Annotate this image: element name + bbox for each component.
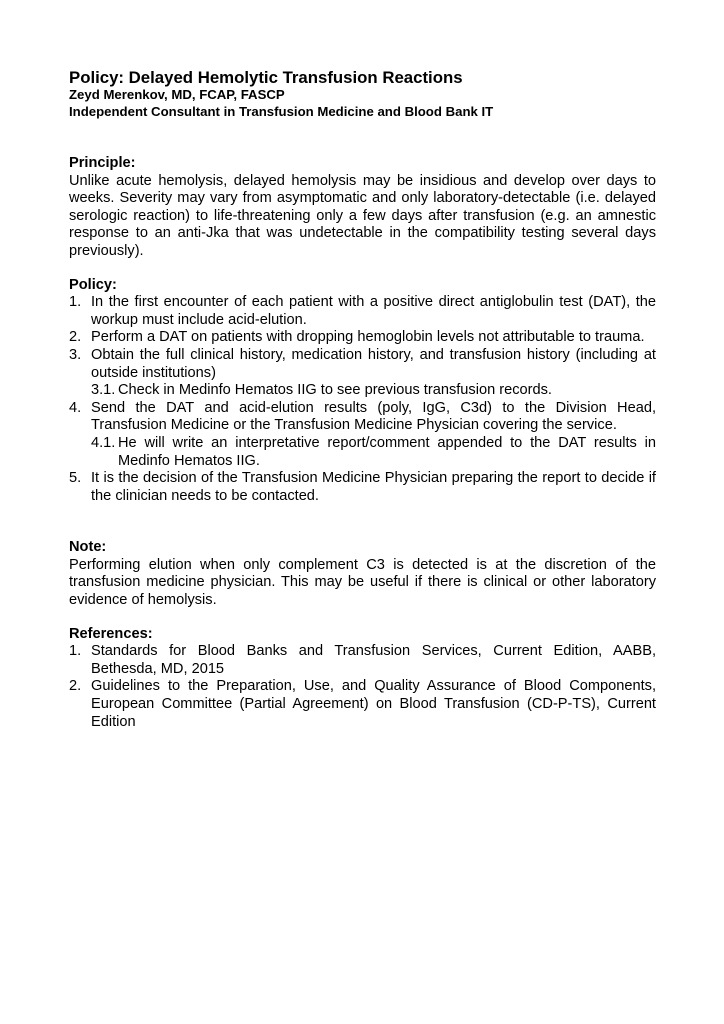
- policy-item-number: 5.: [69, 470, 82, 487]
- principle-text: Unlike acute hemolysis, delayed hemolysis may be insidious and develop over days to weeks. Severity may vary from asymptomatic and only laboratory-detectable (i.e. delayed serologic reaction) to life-threatening only a few days after transfusion (e.g. an amnestic response to an anti-Jka that was undetectable in the compatibility testing several days previously).: [69, 172, 656, 259]
- policy-list: [69, 294, 656, 505]
- note-text: Performing elution when only complement C3 is detected is at the discretion of the transfusion medicine physician. This may be useful if there is clinical or other laboratory evidence of hemolysis.: [69, 556, 656, 609]
- policy-item-number: 3.: [69, 346, 82, 363]
- references-heading: References:: [69, 625, 153, 642]
- policy-item-text: It is the decision of the Transfusion Medicine Physician preparing the report to decide if the clinician needs to be contacted.: [91, 470, 656, 504]
- policy-item: [69, 347, 656, 400]
- reference-item: [69, 643, 656, 678]
- reference-item: [69, 678, 656, 731]
- policy-item: [69, 329, 656, 347]
- policy-heading: Policy:: [69, 276, 117, 293]
- policy-sublist: [91, 382, 656, 400]
- document-title: Policy: Delayed Hemolytic Transfusion Reactions: [69, 68, 463, 87]
- policy-subitem-number: 3.1.: [91, 382, 116, 399]
- policy-item-number: 4.: [69, 399, 82, 416]
- policy-subitem-text: Check in Medinfo Hematos IIG to see previous transfusion records.: [118, 382, 552, 399]
- policy-item-text: In the first encounter of each patient with a positive direct antiglobulin test (DAT), the workup must include acid-elution.: [91, 294, 656, 328]
- policy-item: [69, 294, 656, 329]
- policy-document: [69, 68, 656, 731]
- author-affiliation: Independent Consultant in Transfusion Medicine and Blood Bank IT: [69, 103, 494, 119]
- policy-item-text: Send the DAT and acid-elution results (poly, IgG, C3d) to the Division Head, Transfusion Medicine or the Transfusion Medicine Physician covering the service.: [91, 399, 656, 434]
- policy-item-number: 1.: [69, 294, 82, 311]
- reference-number: 2.: [69, 678, 82, 695]
- policy-subitem-number: 4.1.: [91, 434, 116, 451]
- references-list: [69, 643, 656, 731]
- policy-sublist: [91, 435, 656, 470]
- policy-subitem: [91, 435, 656, 470]
- principle-heading: Principle:: [69, 155, 136, 171]
- policy-item: [69, 400, 656, 470]
- note-heading: Note:: [69, 539, 107, 556]
- author-name: Zeyd Merenkov, MD, FCAP, FASCP: [69, 87, 285, 102]
- policy-subitem: [91, 382, 656, 400]
- policy-subitem-text: He will write an interpretative report/comment appended to the DAT results in Medinfo Hematos IIG.: [118, 434, 656, 469]
- reference-number: 1.: [69, 643, 82, 660]
- reference-text: Guidelines to the Preparation, Use, and Quality Assurance of Blood Components, European Committee (Partial Agreement) on Blood Transfusion (CD-P-TS), Current Edition: [91, 678, 656, 730]
- policy-item-number: 2.: [69, 329, 82, 346]
- policy-item-text: Perform a DAT on patients with dropping hemoglobin levels not attributable to trauma.: [91, 329, 645, 346]
- reference-text: Standards for Blood Banks and Transfusion Services, Current Edition, AABB, Bethesda, MD, 2015: [91, 643, 656, 677]
- policy-item-text: Obtain the full clinical history, medication history, and transfusion history (including at outside institutions): [91, 346, 656, 381]
- policy-item: [69, 470, 656, 505]
